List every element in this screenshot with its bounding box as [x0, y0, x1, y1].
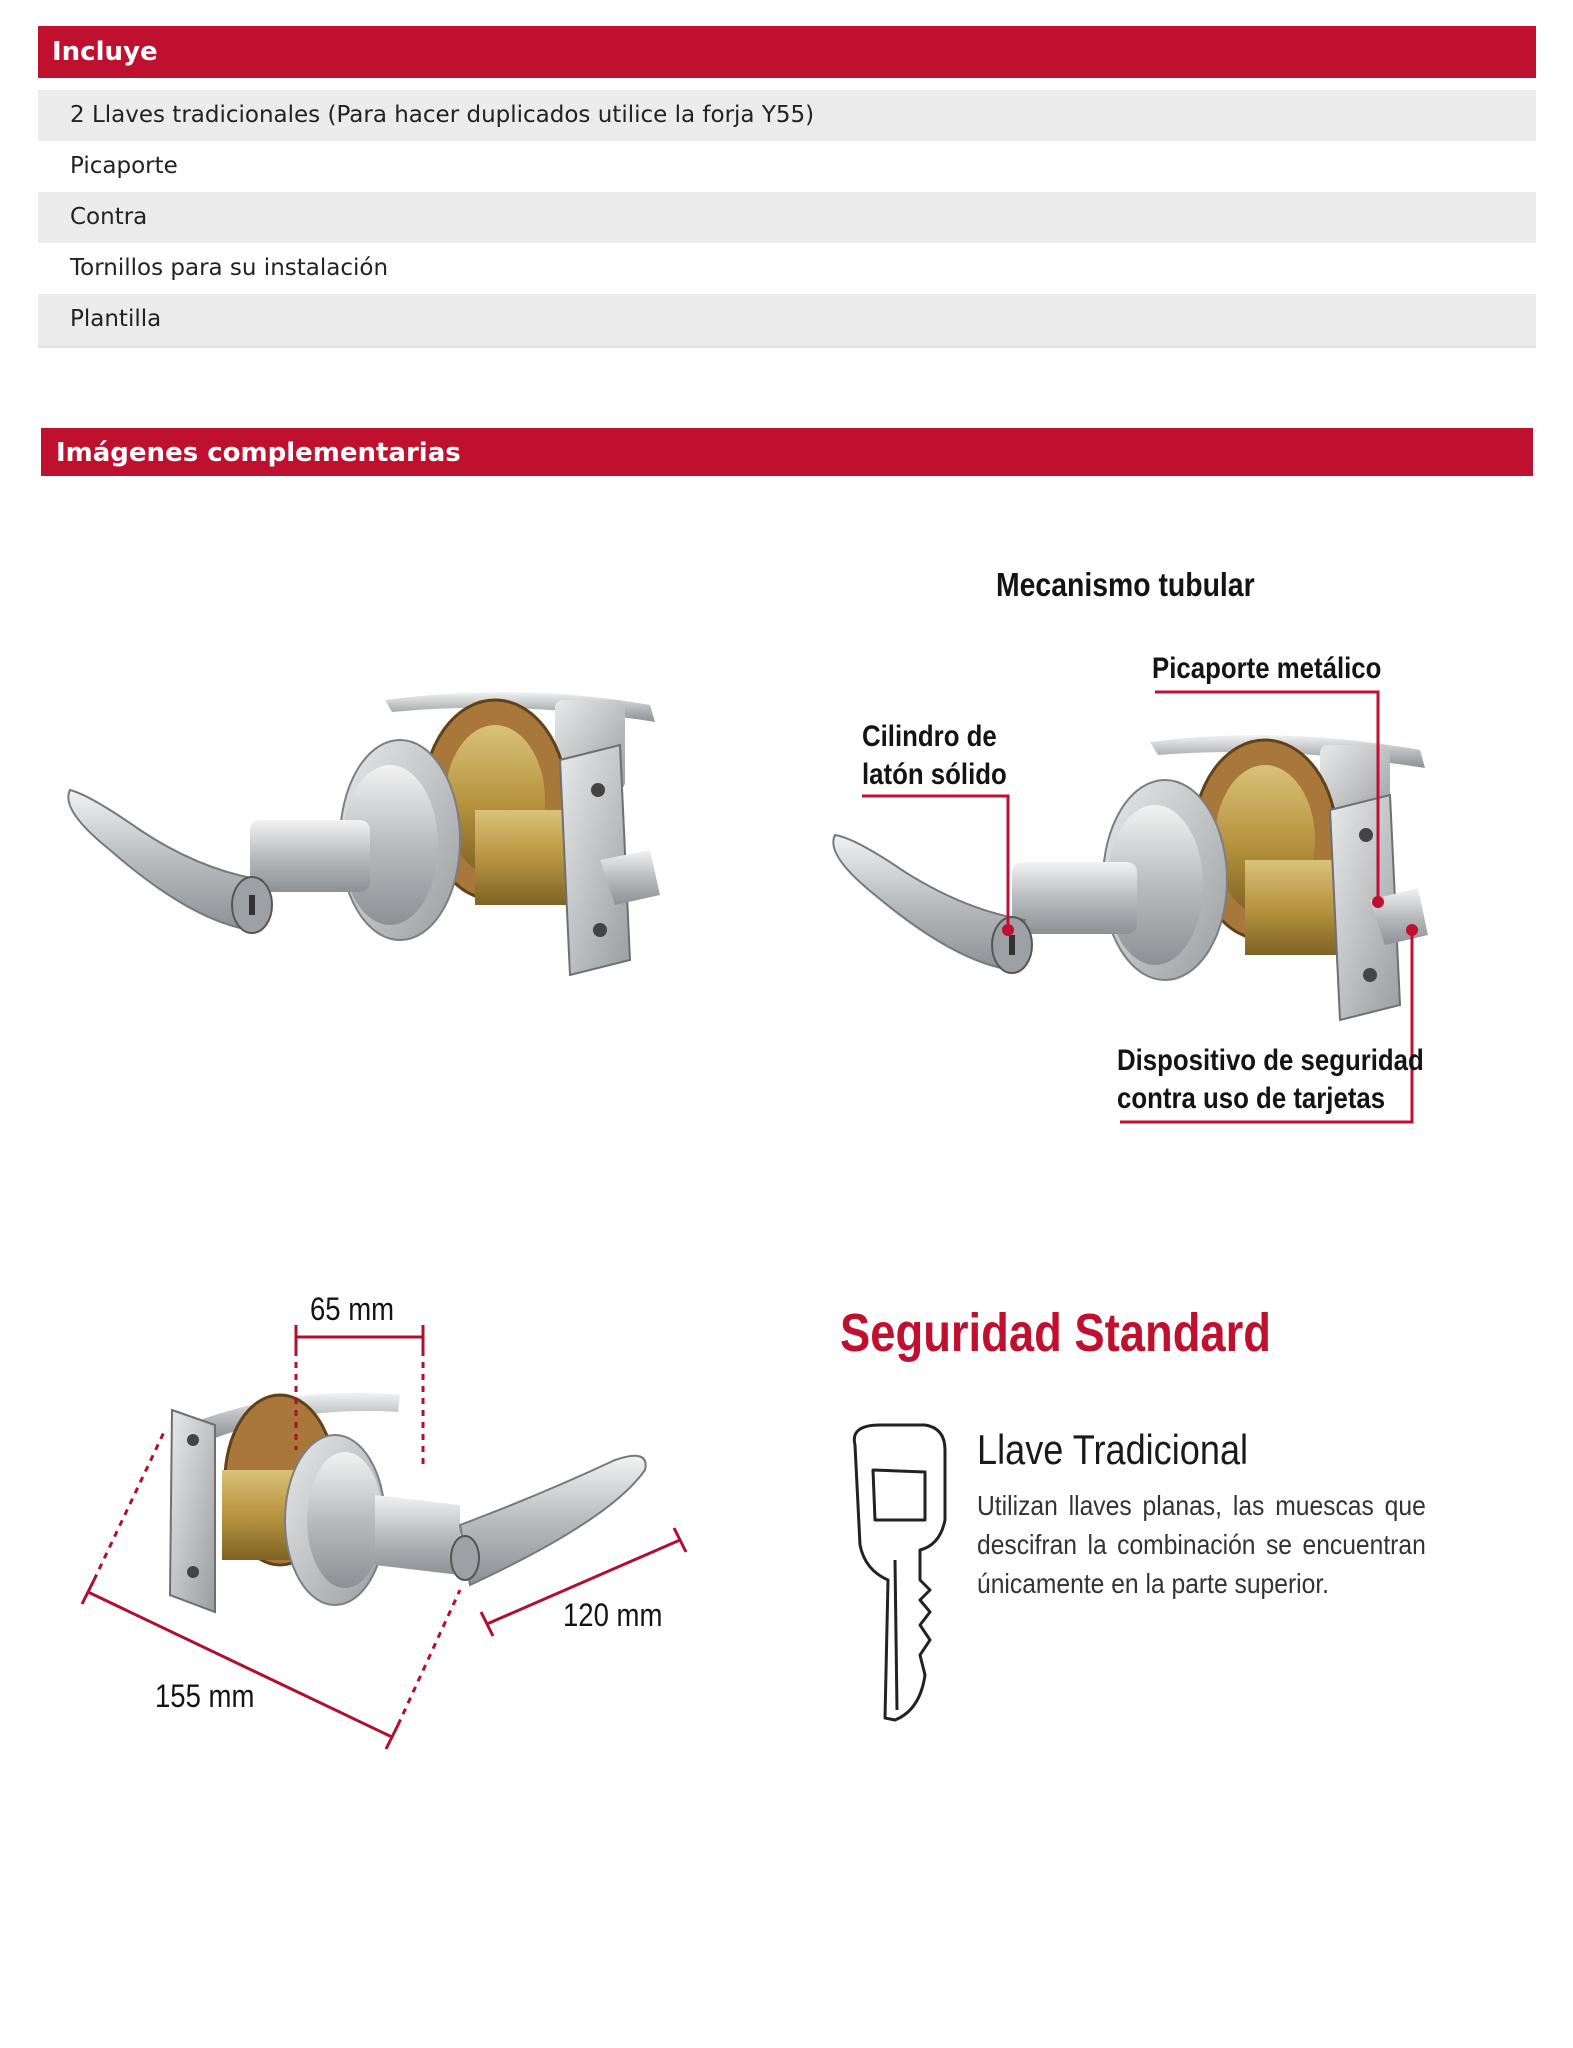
list-item: Tornillos para su instalación	[70, 255, 389, 281]
key-icon	[854, 1425, 945, 1720]
callout-latch: Picaporte metálico	[1152, 652, 1382, 685]
callout-device-line2: contra uso de tarjetas	[1117, 1082, 1386, 1115]
dimension-width: 65 mm	[310, 1291, 395, 1327]
lock-image-main	[68, 692, 660, 975]
dimension-total: 155 mm	[155, 1678, 255, 1714]
includes-header: Incluye	[38, 26, 1536, 78]
callout-cylinder-line2: latón sólido	[862, 758, 1007, 791]
list-item: Contra	[38, 192, 1536, 243]
key-title: Llave Tradicional	[977, 1426, 1249, 1473]
list-item: Picaporte	[70, 153, 178, 179]
list-item: Plantilla	[38, 294, 1536, 348]
security-title: Seguridad Standard	[840, 1303, 1271, 1363]
key-description: Utilizan llaves planas, las muescas que descifran la combinación se encuentran únicamente en la parte superior.	[977, 1490, 1426, 1599]
lock-image-dimensions	[170, 1393, 646, 1612]
images-header: Imágenes complementarias	[41, 428, 1533, 476]
callout-device-line1: Dispositivo de seguridad	[1117, 1044, 1424, 1077]
dimension-lever: 120 mm	[563, 1597, 663, 1633]
mechanism-title: Mecanismo tubular	[996, 566, 1255, 603]
callout-cylinder-line1: Cilindro de	[862, 720, 997, 753]
list-item: 2 Llaves tradicionales (Para hacer duplicados utilice la forja Y55)	[38, 90, 1536, 141]
